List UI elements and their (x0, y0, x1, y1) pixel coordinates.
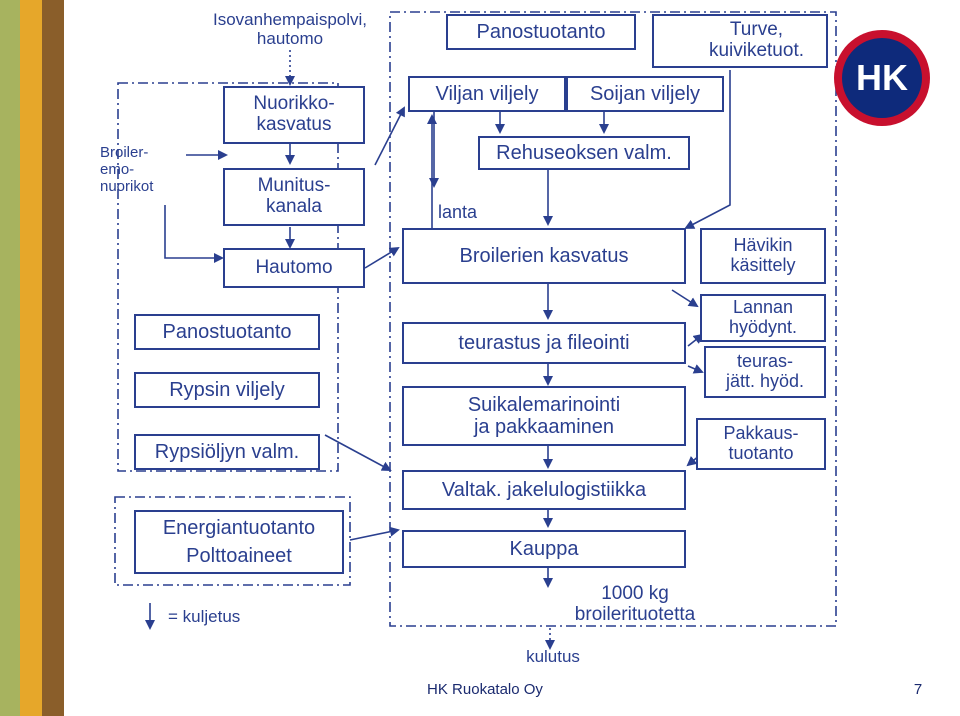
isovanhempaispolvi-label: Isovanhempaispolvi, hautomo (212, 10, 368, 49)
rehuseoksen-box: Rehuseoksen valm. (478, 136, 690, 170)
havikin-kasittely-box: Hävikin käsittely (700, 228, 826, 284)
kuljetus-legend: = kuljetus (168, 607, 241, 626)
pakkaustuotanto-box: Pakkaus- tuotanto (696, 418, 826, 470)
lanta-label: lanta (438, 202, 478, 222)
nuorikkokasvatus-box: Nuorikko- kasvatus (223, 86, 365, 144)
energiantuotanto-box: Energiantuotanto Polttoaineet (134, 510, 344, 574)
hautomo-box: Hautomo (223, 248, 365, 288)
rypsioljyn-box: Rypsiöljyn valm. (134, 434, 320, 470)
viljan-viljely-box: Viljan viljely (408, 76, 566, 112)
valtak-box: Valtak. jakelulogistiikka (402, 470, 686, 510)
munituskanala-box: Munitus- kanala (223, 168, 365, 226)
panostuotanto-left-box: Panostuotanto (134, 314, 320, 350)
broileremo-label: Broiler- emo- nuorikot (100, 144, 154, 195)
hk-logo (832, 28, 932, 128)
teurastus-box: teurastus ja fileointi (402, 322, 686, 364)
lannan-hyodynt-box: Lannan hyödynt. (700, 294, 826, 342)
teurasjatt-box: teuras- jätt. hyöd. (704, 346, 826, 398)
broilerien-kasvatus-box: Broilerien kasvatus (402, 228, 686, 284)
rypsin-viljely-box: Rypsin viljely (134, 372, 320, 408)
kulutus-label: kulutus (526, 647, 580, 666)
footer-company: HK Ruokatalo Oy (427, 681, 543, 698)
page-number: 7 (913, 681, 923, 698)
suikalemarinointi-box: Suikalemarinointi ja pakkaaminen (402, 386, 686, 446)
kauppa-box: Kauppa (402, 530, 686, 568)
svg-text:HK: HK (856, 57, 908, 98)
turve-box: Turve, kuiviketuot. (652, 14, 828, 68)
soijan-viljely-box: Soijan viljely (566, 76, 724, 112)
panostuotanto-top-box: Panostuotanto (446, 14, 636, 50)
tuote-label: 1000 kg broilerituotetta (574, 583, 696, 626)
